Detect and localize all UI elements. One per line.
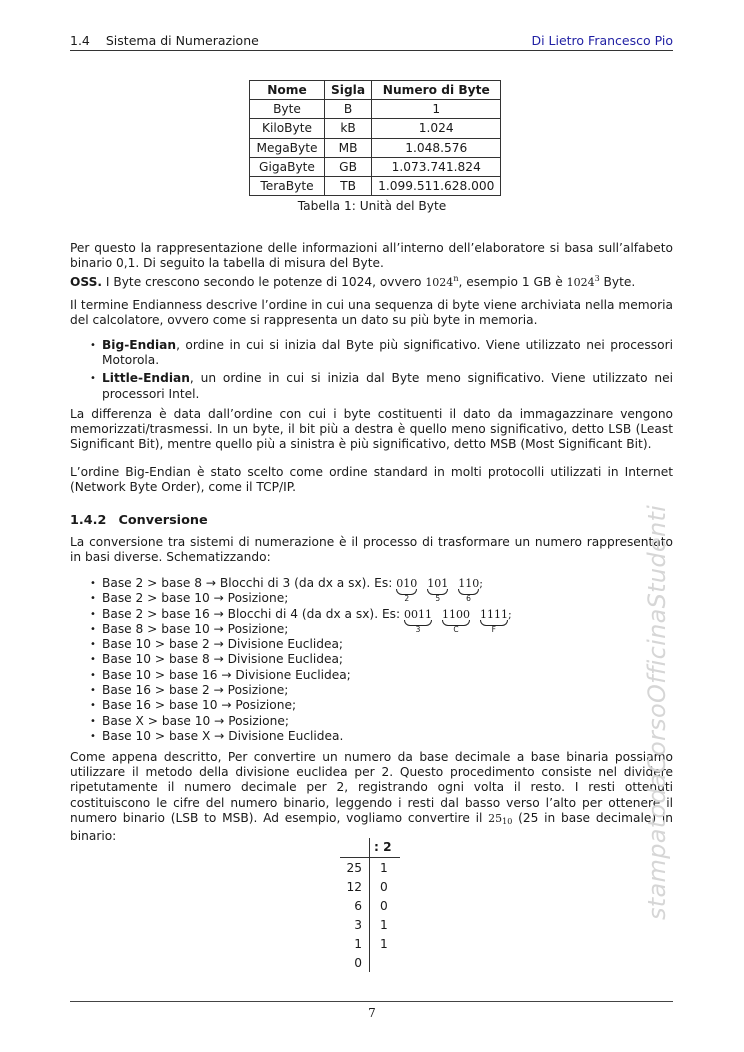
intro-paragraph: Per questo la rappresentazione delle informazioni all’interno dell’elaboratore si basa sull’alfabeto binario 0,1. Di seguito la tabella di misura del Byte. OSS. I Byte crescono secondo le potenze di 1024, ovvero 1024$^n$, esempio 1 GB è 1024$^3$ Byte.	[70, 241, 673, 290]
table-row	[250, 119, 501, 138]
table-header-row	[250, 81, 501, 100]
table-row	[336, 956, 402, 974]
list-item: • Base 10 > base 16 → Divisione Euclidea;	[70, 668, 673, 683]
header-rule	[70, 50, 673, 51]
header-section	[70, 33, 259, 49]
table-cell: MegaByte	[250, 138, 325, 157]
oss-label: OSS.	[70, 275, 102, 290]
column-header: Numero di Byte	[372, 81, 501, 100]
column-header: Nome	[250, 81, 325, 100]
underbrace-group: 0011 3	[403, 607, 432, 634]
quotient: 3	[354, 918, 362, 932]
quotient: 6	[354, 899, 362, 913]
table-cell: 1.099.511.628.000	[372, 176, 501, 195]
table-cell: GigaByte	[250, 157, 325, 176]
divisor-header: : 2	[374, 840, 392, 854]
table-cell: TB	[325, 176, 372, 195]
table-cell: GB	[325, 157, 372, 176]
header-section-title: Sistema di Numerazione	[105, 33, 259, 48]
list-item: • Base 10 > base 8 → Divisione Euclidea;	[70, 652, 673, 667]
endianness-paragraph: Il termine Endianness descrive l’ordine in cui una sequenza di byte viene archiviata nella memoria del calcolatore, ovvero come si rappresenta un dato su più byte in memoria.	[70, 298, 673, 328]
byte-units-table	[249, 80, 501, 196]
list-item: • Base 2 > base 8 → Blocchi di 3 (da dx a sx). Es: 010 2 101 5 110; 6	[70, 576, 673, 591]
list-item: • Base X > base 10 → Posizione;	[70, 714, 673, 729]
list-item: • Base 8 > base 10 → Posizione;	[70, 622, 673, 637]
remainder: 0	[380, 880, 388, 894]
table-row	[250, 138, 501, 157]
conversion-list	[70, 576, 673, 744]
conversion-intro: La conversione tra sistemi di numerazione è il processo di trasformare un numero rappresentato in basi diverse. Schematizzando:	[70, 535, 673, 565]
subsection-number: 1.4.2	[70, 513, 107, 528]
list-item: • Big-Endian, ordine in cui si inizia dal Byte più significativo. Viene utilizzato nei processori Motorola.	[70, 338, 673, 368]
math-expression: 1024$^n$	[425, 274, 459, 290]
list-item: • Base 16 > base 10 → Posizione;	[70, 698, 673, 713]
table-row	[250, 157, 501, 176]
list-item: • Little-Endian, un ordine in cui si inizia dal Byte meno significativo. Viene utilizzato nei processori Intel.	[70, 371, 673, 401]
remainder: 1	[380, 937, 388, 951]
table-cell: 1.024	[372, 119, 501, 138]
watermark: stampatodaCorsoOfficinaStudenti	[643, 504, 671, 920]
table-cell: kB	[325, 119, 372, 138]
oss-text: I Byte crescono secondo le potenze di 1024, ovvero	[102, 275, 426, 290]
table-cell: Byte	[250, 100, 325, 119]
table-row	[336, 937, 402, 955]
math-expression: $25_{10}$	[488, 811, 513, 826]
page-number: 7	[368, 1006, 376, 1020]
footer-rule	[70, 1001, 673, 1002]
underbrace-group: 1100 C	[441, 607, 470, 634]
term-big-endian: Big-Endian	[102, 338, 177, 352]
quotient: 25	[346, 861, 362, 875]
underbrace-group: 110; 6	[458, 577, 483, 603]
running-header	[70, 33, 673, 49]
subsection-heading	[70, 513, 208, 528]
remainder: 0	[380, 899, 388, 913]
table-cell: MB	[325, 138, 372, 157]
table-caption: Tabella 1: Unità del Byte	[297, 199, 447, 213]
underbrace-group: 101 5	[427, 577, 449, 603]
underbrace-group: 010 2	[396, 577, 418, 603]
table-cell: TeraByte	[250, 176, 325, 195]
endianness-list	[70, 338, 673, 405]
list-item: • Base 2 > base 16 → Blocchi di 4 (da dx a sx). Es: 0011 3 1100 C 1111; F	[70, 607, 673, 622]
euclidean-division-table	[336, 838, 402, 974]
term-little-endian: Little-Endian	[102, 371, 190, 386]
header-author-link[interactable]: Di Lietro Francesco Pio	[531, 33, 673, 48]
table-row	[336, 880, 402, 898]
underbrace-group: 1111; F	[479, 607, 512, 634]
list-item: • Base 16 > base 2 → Posizione;	[70, 683, 673, 698]
column-header: Sigla	[325, 81, 372, 100]
subsection-title: Conversione	[118, 513, 208, 528]
table-row	[336, 899, 402, 917]
list-item: • Base 2 > base 10 → Posizione;	[70, 591, 673, 606]
math-expression: 1024$^3$	[566, 274, 600, 290]
list-item: • Base 10 > base 2 → Divisione Euclidea;	[70, 637, 673, 652]
table-row	[250, 176, 501, 195]
table-cell: 1.048.576	[372, 138, 501, 157]
difference-paragraph: La differenza è data dall’ordine con cui i byte costituenti il dato da immagazzinare vengono memorizzati/trasmessi. In un byte, il bit più a destra è quello meno significativo, detto LSB (Least Significant Bit), mentre quello più a sinistra è più significativo, detto MSB (Most Significant Bit).	[70, 407, 673, 452]
table-cell: KiloByte	[250, 119, 325, 138]
table-row	[336, 918, 402, 936]
table-cell: B	[325, 100, 372, 119]
quotient: 1	[354, 937, 362, 951]
table-horizontal-rule	[340, 857, 400, 858]
conversion-explanation: Come appena descritto, Per convertire un numero da base decimale a base binaria possiamo utilizzare il metodo della divisione euclidea per 2. Questo procedimento consiste nel dividere ripetutamente il numero decimale per 2, registrando ogni volta il resto. I resti ottenuti costituiscono le cifre del numero binario, leggendo i resti dal basso verso l’alto per ottenere il numero binario (LSB to MSB). Ad esempio, vogliamo convertire il $25_{10}$ (25 in base decimale) in binario:	[70, 750, 673, 844]
table-cell: 1	[372, 100, 501, 119]
table-row	[250, 100, 501, 119]
standard-paragraph: L’ordine Big-Endian è stato scelto come ordine standard in molti protocolli utilizzati in Internet (Network Byte Order), come il TCP/IP.	[70, 465, 673, 495]
table-row	[336, 861, 402, 879]
intro-text: Per questo la rappresentazione delle informazioni all’interno dell’elaboratore si basa sull’alfabeto binario 0,1. Di seguito la tabella di misura del Byte.	[70, 241, 673, 271]
quotient: 0	[354, 956, 362, 970]
remainder: 1	[380, 918, 388, 932]
list-item: • Base 10 > base X → Divisione Euclidea.	[70, 729, 673, 744]
table-cell: 1.073.741.824	[372, 157, 501, 176]
remainder: 1	[380, 861, 388, 875]
quotient: 12	[346, 880, 362, 894]
header-section-number: 1.4	[70, 33, 90, 48]
